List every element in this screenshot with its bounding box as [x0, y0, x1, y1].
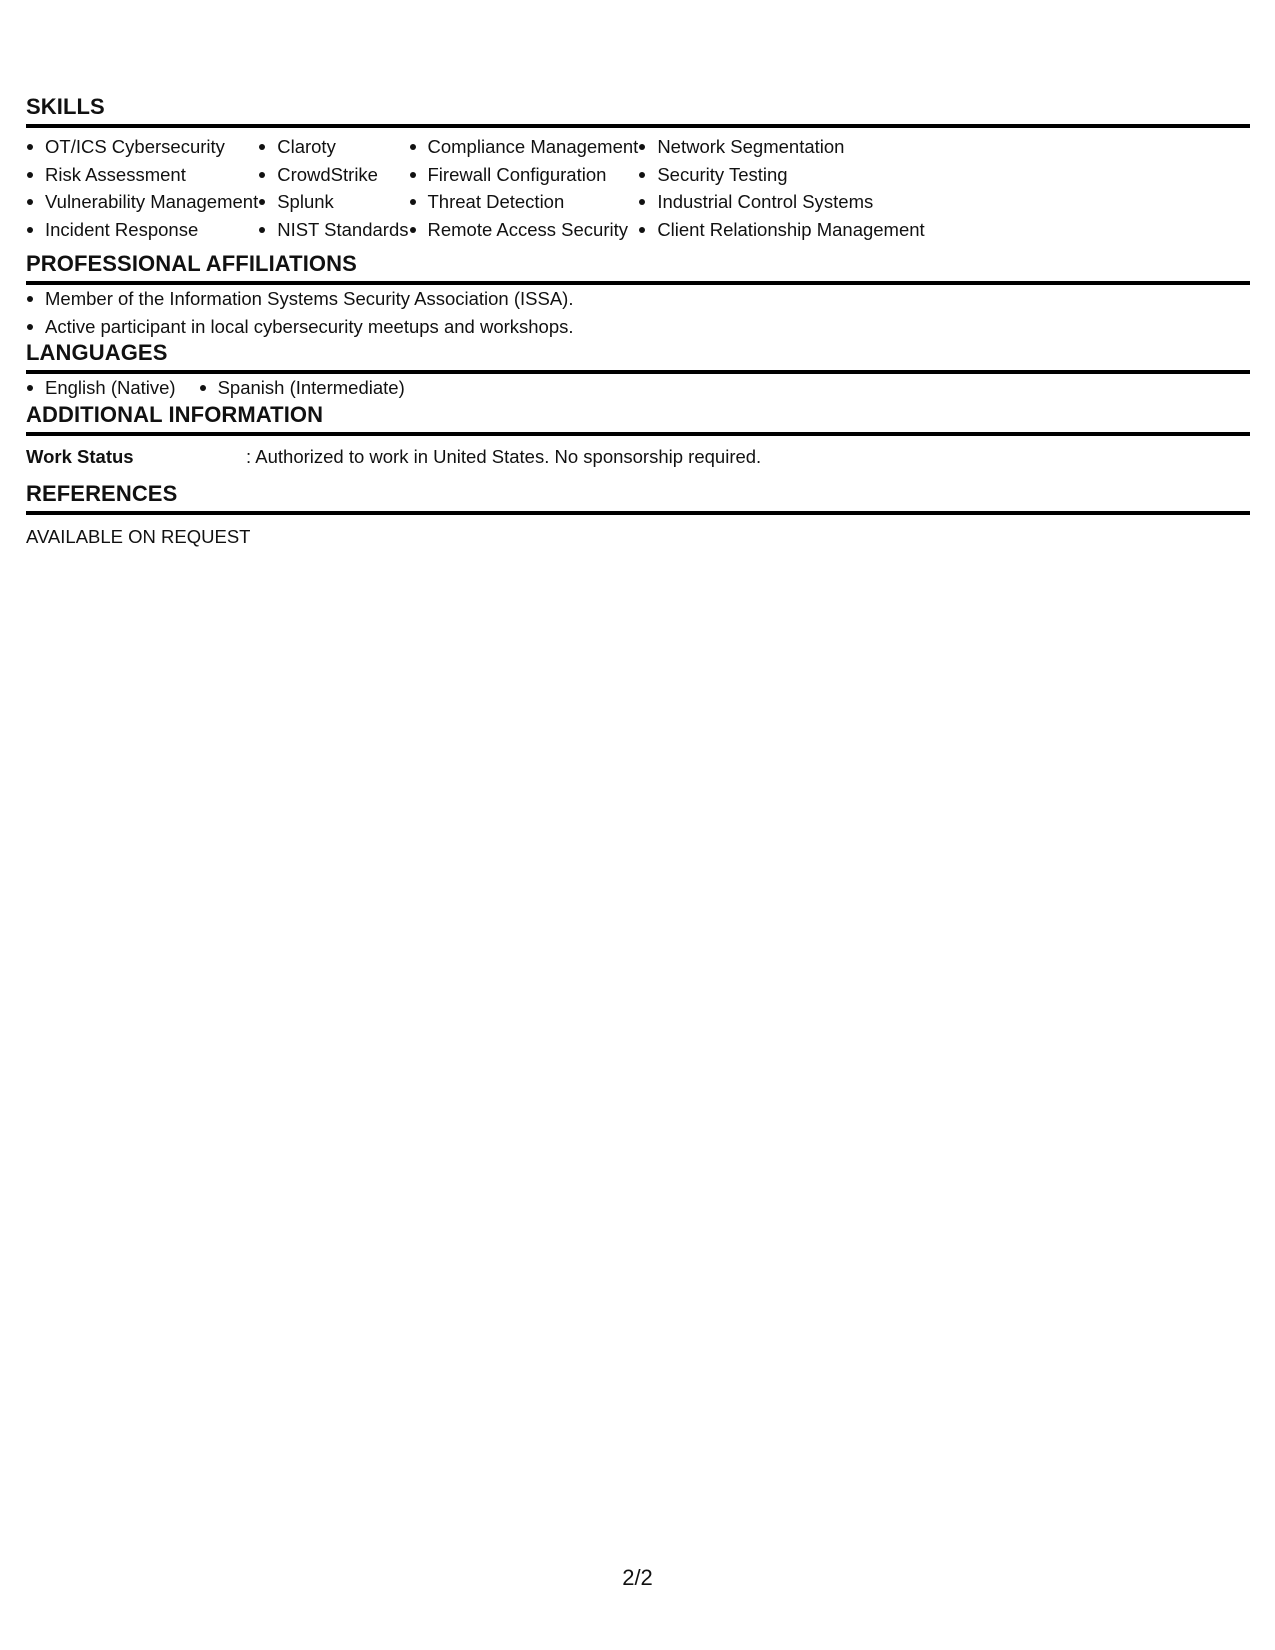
affiliations-section [26, 251, 1250, 340]
skill-item: Client Relationship Management [638, 216, 924, 244]
work-status-row [26, 436, 1250, 481]
skill-item: NIST Standards [258, 216, 408, 244]
affiliation-item: Active participant in local cybersecurity meetups and workshops. [26, 313, 1250, 341]
references-heading: REFERENCES [26, 481, 1250, 515]
work-status-value: : Authorized to work in United States. No sponsorship required. [246, 445, 762, 467]
language-item: Spanish (Intermediate) [199, 374, 405, 402]
references-text: AVAILABLE ON REQUEST [26, 525, 251, 547]
resume-page [26, 94, 1250, 550]
skill-item: Remote Access Security [409, 216, 639, 244]
skill-item: Security Testing [638, 161, 924, 189]
skill-item: Network Segmentation [638, 133, 924, 161]
skill-item: Vulnerability Management [26, 188, 258, 216]
skill-item: OT/ICS Cybersecurity [26, 133, 258, 161]
languages-section [26, 340, 1250, 402]
affiliations-heading: PROFESSIONAL AFFILIATIONS [26, 251, 1250, 285]
skill-item: Claroty [258, 133, 408, 161]
skill-item: Compliance Management [409, 133, 639, 161]
skill-item: Risk Assessment [26, 161, 258, 189]
skills-column [409, 133, 639, 243]
affiliation-item: Member of the Information Systems Security Association (ISSA). [26, 285, 1250, 313]
skills-heading: SKILLS [26, 94, 1250, 128]
skills-column [26, 133, 258, 243]
skill-item: Threat Detection [409, 188, 639, 216]
additional-info-heading: ADDITIONAL INFORMATION [26, 402, 1250, 436]
skills-column [258, 133, 408, 243]
skill-item: Firewall Configuration [409, 161, 639, 189]
skill-item: CrowdStrike [258, 161, 408, 189]
language-item: English (Native) [26, 374, 176, 402]
skill-item: Splunk [258, 188, 408, 216]
skill-item: Incident Response [26, 216, 258, 244]
languages-list [26, 374, 1250, 402]
page-number: 2/2 [622, 1565, 653, 1590]
skills-column [638, 133, 924, 243]
skills-section [26, 94, 1250, 251]
work-status-label: Work Status [26, 445, 134, 467]
skill-item: Industrial Control Systems [638, 188, 924, 216]
references-section [26, 481, 1250, 550]
additional-info-section [26, 402, 1250, 481]
skills-grid [26, 128, 1250, 251]
affiliations-list [26, 285, 1250, 340]
languages-heading: LANGUAGES [26, 340, 1250, 374]
